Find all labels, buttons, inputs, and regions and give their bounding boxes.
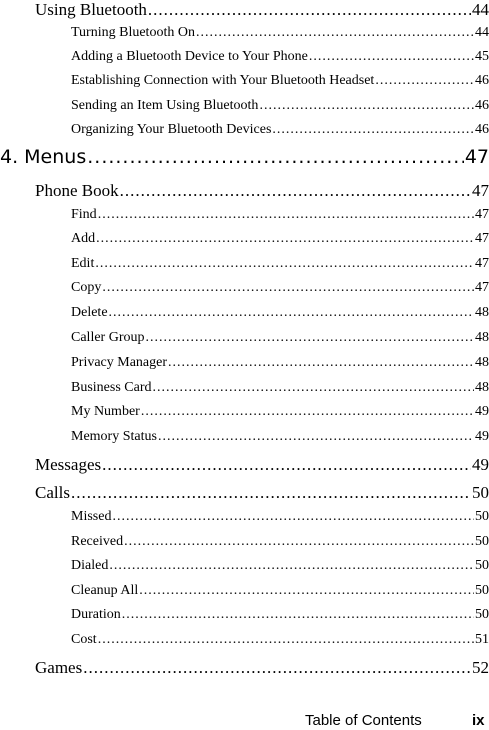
toc-entry-page: 44	[475, 25, 489, 40]
toc-entry[interactable]	[71, 632, 489, 651]
toc-entry-title: Business Card	[71, 380, 152, 395]
toc-entry-title: Received	[71, 534, 124, 549]
toc-entry-title: Sending an Item Using Bluetooth	[71, 98, 259, 113]
toc-entry[interactable]	[35, 181, 489, 203]
toc-entry-page: 50	[475, 558, 489, 573]
dot-leader	[153, 380, 475, 396]
dot-leader	[124, 534, 474, 550]
toc-entry[interactable]	[71, 534, 489, 553]
toc-entry-page: 48	[475, 380, 489, 395]
toc-chapter-entry[interactable]	[0, 146, 489, 172]
dot-leader	[109, 305, 474, 321]
toc-entry-page: 50	[475, 509, 489, 524]
toc-entry-title: Messages	[35, 455, 102, 474]
toc-entry[interactable]	[71, 73, 489, 92]
toc-entry[interactable]	[71, 207, 489, 226]
toc-entry-page: 50	[475, 534, 489, 549]
dot-leader	[139, 583, 474, 599]
dot-leader	[83, 658, 471, 678]
toc-entry-title: Duration	[71, 607, 121, 622]
dot-leader	[141, 404, 474, 420]
dot-leader	[120, 181, 471, 201]
toc-entry-page: 50	[472, 483, 489, 502]
toc-entry-page: 47	[475, 280, 489, 295]
toc-entry-page: 48	[475, 305, 489, 320]
toc-entry[interactable]	[71, 404, 489, 423]
toc-entry-page: 47	[464, 146, 489, 168]
toc-entry[interactable]	[71, 231, 489, 250]
dot-leader	[98, 632, 474, 648]
toc-entry-title: Find	[71, 207, 97, 222]
toc-entry-page: 49	[475, 429, 489, 444]
toc-entry-title: Cleanup All	[71, 583, 139, 598]
toc-entry-title: Edit	[71, 256, 95, 271]
dot-leader	[158, 429, 474, 445]
dot-leader	[96, 231, 474, 247]
dot-leader	[145, 330, 474, 346]
toc-entry-page: 52	[472, 658, 489, 677]
toc-entry-page: 47	[475, 207, 489, 222]
dot-leader	[109, 558, 474, 574]
toc-entry[interactable]	[71, 280, 489, 299]
toc-entry-page: 51	[475, 632, 489, 647]
toc-entry-title: Cost	[71, 632, 97, 647]
toc-entry-title: Adding a Bluetooth Device to Your Phone	[71, 49, 308, 64]
toc-entry[interactable]	[71, 558, 489, 577]
toc-entry-page: 44	[472, 0, 489, 19]
toc-entry[interactable]	[71, 98, 489, 117]
dot-leader	[168, 355, 474, 371]
toc-entry-title: Caller Group	[71, 330, 145, 345]
toc-entry-title: Calls	[35, 483, 70, 502]
toc-entry-title: Organizing Your Bluetooth Devices	[71, 122, 272, 137]
toc-entry-page: 47	[475, 256, 489, 271]
toc-entry-page: 47	[475, 231, 489, 246]
toc-entry-page: 45	[475, 49, 489, 64]
toc-entry[interactable]	[71, 25, 489, 44]
toc-entry[interactable]	[71, 607, 489, 626]
dot-leader	[272, 122, 474, 138]
toc-entry[interactable]	[71, 49, 489, 68]
dot-leader	[259, 98, 474, 114]
toc-entry[interactable]	[71, 380, 489, 399]
toc-entry[interactable]	[71, 509, 489, 528]
dot-leader	[102, 280, 474, 296]
toc-entry-page: 49	[472, 455, 489, 474]
toc-entry[interactable]	[71, 256, 489, 275]
toc-entry-title: Memory Status	[71, 429, 157, 444]
toc-entry-title: Games	[35, 658, 83, 677]
toc-entry[interactable]	[71, 330, 489, 349]
toc-entry-title: Missed	[71, 509, 112, 524]
toc-entry-title: Copy	[71, 280, 102, 295]
toc-entry-title: Using Bluetooth	[35, 0, 147, 19]
toc-entry-title: My Number	[71, 404, 140, 419]
toc-entry[interactable]	[71, 355, 489, 374]
toc-entry-page: 48	[475, 355, 489, 370]
toc-entry-page: 46	[475, 98, 489, 113]
toc-entry-page: 50	[475, 583, 489, 598]
toc-entry-title: 4. Menus	[0, 146, 87, 168]
toc-entry-title: Delete	[71, 305, 108, 320]
toc-entry[interactable]	[35, 483, 489, 505]
toc-entry-title: Dialed	[71, 558, 109, 573]
toc-entry-page: 50	[475, 607, 489, 622]
dot-leader	[95, 256, 474, 272]
toc-entry-page: 46	[475, 73, 489, 88]
dot-leader	[71, 483, 471, 503]
toc-entry[interactable]	[35, 658, 489, 680]
dot-leader	[148, 0, 471, 20]
footer-title: Table of Contents	[305, 712, 422, 729]
toc-entry-page: 47	[472, 181, 489, 200]
toc-entry[interactable]	[71, 429, 489, 448]
dot-leader	[196, 25, 474, 41]
footer-page-number: ix	[472, 712, 485, 729]
toc-entry-title: Privacy Manager	[71, 355, 168, 370]
toc-entry[interactable]	[71, 583, 489, 602]
toc-entry[interactable]	[35, 455, 489, 477]
dot-leader	[309, 49, 474, 65]
toc-entry-title: Turning Bluetooth On	[71, 25, 195, 40]
dot-leader	[375, 73, 474, 89]
toc-entry[interactable]	[71, 305, 489, 324]
dot-leader	[98, 207, 474, 223]
dot-leader	[102, 455, 471, 475]
toc-entry-page: 49	[475, 404, 489, 419]
toc-entry-title: Establishing Connection with Your Bluetooth Headset	[71, 73, 375, 88]
dot-leader	[122, 607, 474, 623]
toc-entry-page: 46	[475, 122, 489, 137]
toc-entry[interactable]	[71, 122, 489, 141]
toc-entry-title: Add	[71, 231, 96, 246]
toc-entry-page: 48	[475, 330, 489, 345]
page-footer	[0, 712, 489, 730]
toc-entry-title: Phone Book	[35, 181, 119, 200]
dot-leader	[87, 146, 464, 168]
toc-entry[interactable]	[35, 0, 489, 22]
dot-leader	[112, 509, 474, 525]
